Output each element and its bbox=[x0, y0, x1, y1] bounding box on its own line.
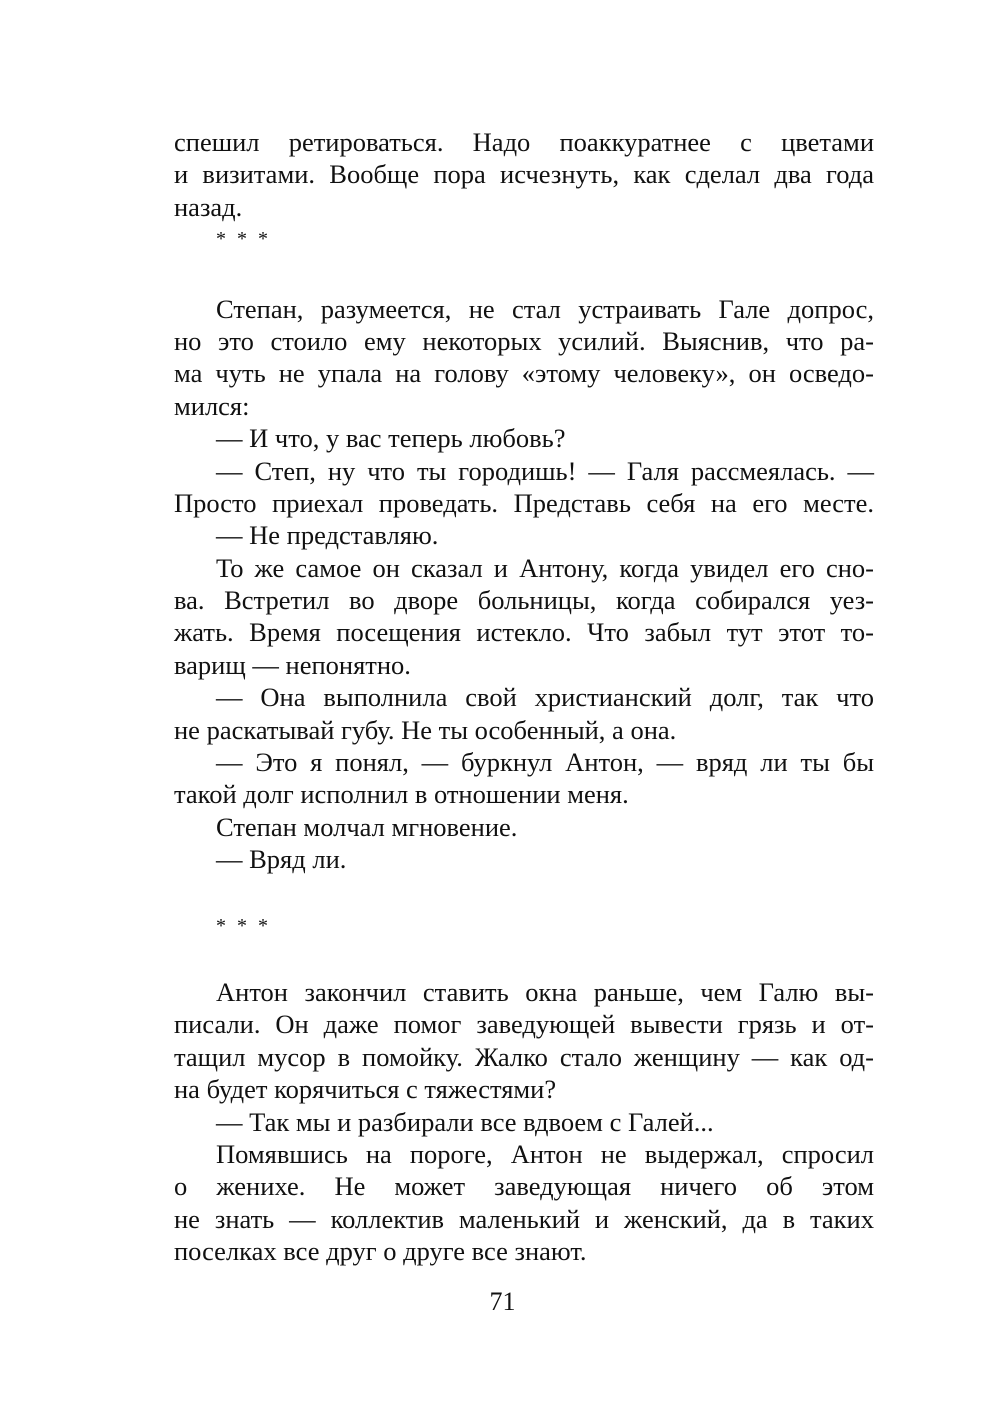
section-separator-1: * * * bbox=[216, 228, 271, 251]
text-line: Просто приехал проведать. Представь себя на его месте. bbox=[174, 487, 874, 518]
text-line: мился: bbox=[174, 390, 250, 421]
text-line: — И что, у вас теперь любовь? bbox=[216, 423, 566, 454]
text-line: Степан, разумеется, не стал устраивать Гале допрос, bbox=[216, 293, 874, 324]
text-line: не знать — коллектив маленький и женский, да в таких bbox=[174, 1203, 874, 1234]
text-line: — Не представляю. bbox=[216, 520, 439, 551]
text-line: на будет корячиться с тяжестями? bbox=[174, 1074, 557, 1105]
text-line: о женихе. Не может заведующая ничего об этом bbox=[174, 1171, 874, 1202]
text-line: писали. Он даже помог заведующей вывести грязь и от- bbox=[174, 1009, 874, 1040]
text-line: ма чуть не упала на голову «этому человеку», он осведо- bbox=[174, 358, 874, 389]
text-line: варищ — непонятно. bbox=[174, 649, 411, 680]
text-line: — Так мы и разбирали все вдвоем с Галей... bbox=[216, 1106, 714, 1137]
text-line: спешил ретироваться. Надо поаккуратнее с цветами bbox=[174, 127, 874, 157]
text-line: — Степ, ну что ты городишь! — Галя рассмеялась. — bbox=[216, 455, 874, 486]
text-line: — Она выполнила свой христианский долг, так что bbox=[216, 682, 874, 713]
text-block-middle bbox=[174, 293, 874, 876]
text-line: такой долг исполнил в отношении меня. bbox=[174, 779, 629, 810]
text-line: тащил мусор в помойку. Жалко стало женщину — как од- bbox=[174, 1041, 874, 1072]
page-body bbox=[174, 126, 874, 1268]
text-line: Антон закончил ставить окна раньше, чем Галю вы- bbox=[216, 976, 874, 1007]
text-line: То же самое он сказал и Антону, когда увидел его сно- bbox=[216, 552, 874, 583]
section-gap-2 bbox=[174, 876, 874, 910]
text-line: поселках все друг о друге все знают. bbox=[174, 1236, 587, 1267]
text-block-bottom bbox=[174, 976, 874, 1268]
text-line: жать. Время посещения истекло. Что забыл тут этот то- bbox=[174, 617, 874, 648]
text-line: не раскатывай губу. Не ты особенный, а она. bbox=[174, 714, 677, 745]
section-gap-3 bbox=[174, 942, 874, 976]
text-line: ва. Встретил во дворе больницы, когда собирался уез- bbox=[174, 585, 874, 616]
text-line: но это стоило ему некоторых усилий. Выяснив, что ра- bbox=[174, 325, 874, 356]
text-line: — Вряд ли. bbox=[216, 844, 347, 875]
text-line: Помявшись на пороге, Антон не выдержал, спросил bbox=[216, 1138, 874, 1169]
text-block-top bbox=[174, 126, 874, 223]
text-line: и визитами. Вообще пора исчезнуть, как сделал два года bbox=[174, 159, 874, 190]
section-separator-2: * * * bbox=[216, 914, 271, 937]
text-line: назад. bbox=[174, 191, 243, 222]
section-gap-1 bbox=[174, 256, 874, 293]
page-number: 71 bbox=[489, 1287, 516, 1316]
text-line: Степан молчал мгновение. bbox=[216, 811, 518, 842]
text-line: — Это я понял, — буркнул Антон, — вряд ли ты бы bbox=[216, 747, 874, 778]
